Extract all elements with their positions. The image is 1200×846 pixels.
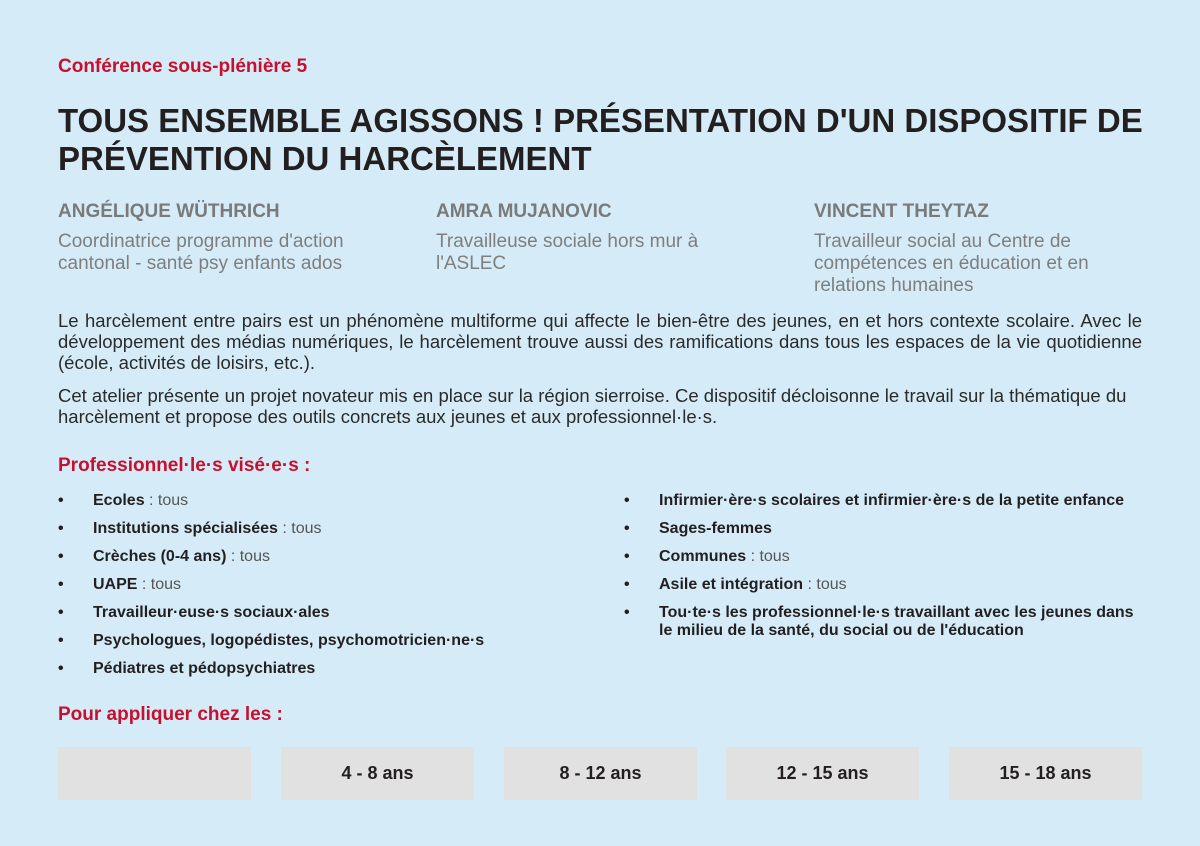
- list-item: [58, 576, 578, 594]
- speaker-name: ANGÉLIQUE WÜTHRICH: [58, 201, 280, 222]
- list-item: [58, 632, 578, 650]
- bullet-icon: •: [624, 492, 630, 509]
- description-paragraph: Cet atelier présente un projet novateur mis en place sur la région sierroise. Ce dispositif décloisonne le travail sur la thématique du harcèlement et propose des outils concrets aux jeunes et aux professionnel·le·s.: [58, 385, 1127, 427]
- audience-note: : tous: [226, 548, 270, 565]
- audience-label: Sages-femmes: [659, 520, 772, 537]
- list-item: [624, 492, 1144, 510]
- list-item: [624, 520, 1144, 538]
- audience-label: Communes: [659, 548, 747, 565]
- age-range-empty: [58, 747, 251, 800]
- bullet-icon: •: [624, 604, 630, 621]
- list-item: [58, 492, 578, 510]
- list-item: [624, 576, 1144, 594]
- page-title: TOUS ENSEMBLE AGISSONS ! PRÉSENTATION D'UN DISPOSITIF DE PRÉVENTION DU HARCÈLEMENT: [58, 102, 1143, 177]
- audience-heading: Professionnel·le·s visé·e·s :: [58, 455, 311, 476]
- speaker-name: VINCENT THEYTAZ: [814, 201, 989, 222]
- speaker-role: Coordinatrice programme d'action cantonal - santé psy enfants ados: [58, 231, 344, 274]
- audience-label: Crèches (0-4 ans): [93, 548, 227, 565]
- bullet-icon: •: [58, 576, 64, 593]
- age-range-row: [58, 747, 1142, 800]
- age-range-12-15: 12 - 15 ans: [726, 747, 919, 800]
- age-range-4-8: 4 - 8 ans: [281, 747, 474, 800]
- audience-label: Asile et intégration: [659, 576, 804, 593]
- list-item: [58, 548, 578, 566]
- audience-label: Pédiatres et pédopsychiatres: [93, 660, 316, 677]
- list-item: [58, 660, 578, 678]
- bullet-icon: •: [624, 576, 630, 593]
- speaker-role: Travailleuse sociale hors mur à l'ASLEC: [436, 231, 699, 274]
- audience-note: : tous: [277, 520, 322, 537]
- session-kicker: Conférence sous-plénière 5: [58, 56, 308, 77]
- bullet-icon: •: [58, 520, 64, 537]
- speaker-card: [58, 201, 388, 275]
- bullet-icon: •: [624, 548, 630, 565]
- audience-list-left: [58, 492, 578, 688]
- audience-label: Infirmier·ère·s scolaires et infirmier·ère·s de la petite enfance: [659, 492, 1125, 509]
- list-item: [58, 520, 578, 538]
- audience-list-right: [624, 492, 1144, 650]
- audience-note: : tous: [144, 492, 189, 509]
- bullet-icon: •: [624, 520, 630, 537]
- audience-label: Ecoles: [93, 492, 145, 509]
- list-item: [624, 604, 1144, 640]
- bullet-icon: •: [58, 660, 64, 677]
- list-item: [624, 548, 1144, 566]
- audience-note: : tous: [803, 576, 847, 593]
- age-range-8-12: 8 - 12 ans: [504, 747, 697, 800]
- audience-note: : tous: [746, 548, 790, 565]
- bullet-icon: •: [58, 604, 64, 621]
- bullet-icon: •: [58, 548, 64, 565]
- age-range-15-18: 15 - 18 ans: [949, 747, 1142, 800]
- audience-note: : tous: [137, 576, 182, 593]
- audience-label: Psychologues, logopédistes, psychomotricien·ne·s: [93, 632, 485, 649]
- speaker-role: Travailleur social au Centre de compétences en éducation et en relations humaines: [814, 231, 1089, 296]
- list-item: [58, 604, 578, 622]
- audience-label: Tou·te·s les professionnel·le·s travaillant avec les jeunes dans le milieu de la santé, du social ou de l'éducation: [659, 604, 1134, 639]
- bullet-icon: •: [58, 492, 64, 509]
- audience-label: Travailleur·euse·s sociaux·ales: [93, 604, 330, 621]
- speaker-card: [814, 201, 1144, 297]
- audience-label: UAPE: [93, 576, 138, 593]
- apply-heading: Pour appliquer chez les :: [58, 704, 283, 725]
- bullet-icon: •: [58, 632, 64, 649]
- speaker-name: AMRA MUJANOVIC: [436, 201, 612, 222]
- audience-label: Institutions spécialisées: [93, 520, 278, 537]
- speaker-card: [436, 201, 766, 275]
- intro-paragraph: Le harcèlement entre pairs est un phénomène multiforme qui affecte le bien-être des jeunes, en et hors contexte scolaire. Avec le développement des médias numériques, le harcèlement trouve aussi des ramifications dans tous les espaces de la vie quotidienne (école, activités de loisirs, etc.).: [58, 310, 1142, 373]
